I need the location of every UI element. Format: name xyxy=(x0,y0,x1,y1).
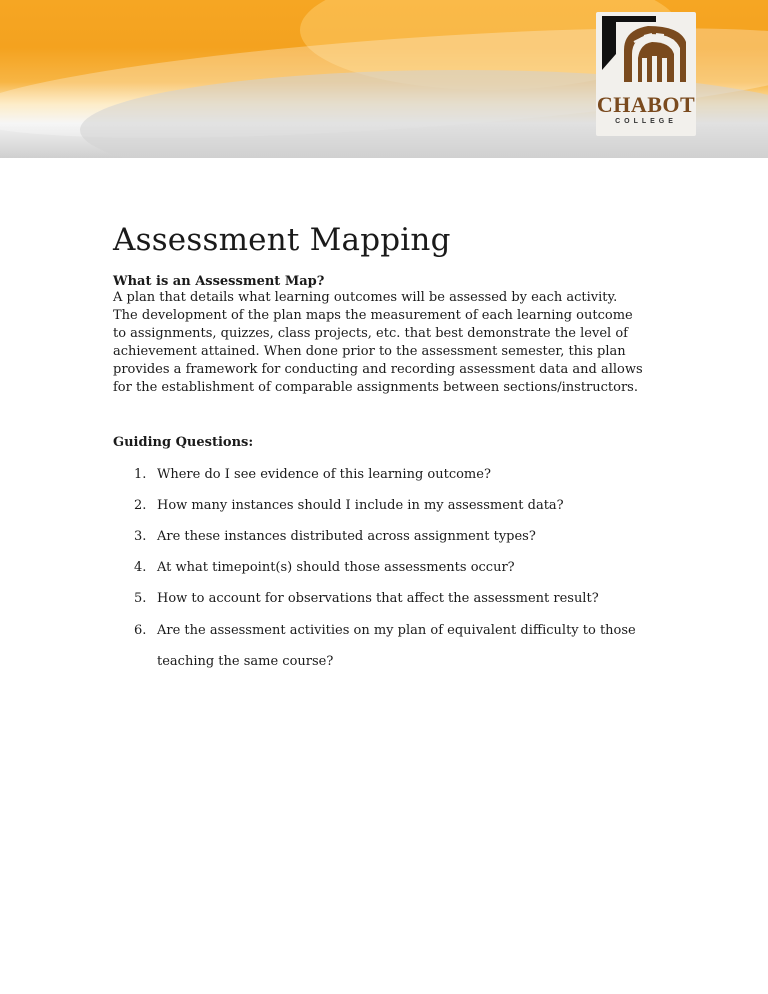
list-item-text: Are the assessment activities on my plan of equivalent difficulty to those teaching the same course? xyxy=(157,623,636,669)
list-item-text: At what timepoint(s) should those assessments occur? xyxy=(157,560,515,575)
logo-subtitle: COLLEGE xyxy=(615,118,677,125)
list-item-text: How to account for observations that affect the assessment result? xyxy=(157,591,599,606)
list-item-text: Are these instances distributed across assignment types? xyxy=(157,529,536,544)
list-item-text: Where do I see evidence of this learning outcome? xyxy=(157,467,491,482)
list-item xyxy=(134,615,653,677)
definition-paragraph: A plan that details what learning outcomes will be assessed by each activity. xyxy=(113,290,618,305)
list-item xyxy=(134,559,653,577)
list-number: 6. xyxy=(134,623,147,638)
list-item xyxy=(134,528,653,546)
list-item xyxy=(134,497,653,515)
list-number: 4. xyxy=(134,560,147,575)
section-heading: What is an Assessment Map? xyxy=(113,274,325,289)
logo-wordmark: CHABOT xyxy=(596,92,696,117)
list-number: 1. xyxy=(134,467,147,482)
list-number: 2. xyxy=(134,498,147,513)
college-logo xyxy=(596,12,696,136)
list-number: 3. xyxy=(134,529,147,544)
list-item-text: How many instances should I include in my assessment data? xyxy=(157,498,564,513)
document-body xyxy=(113,222,653,690)
description-paragraph: The development of the plan maps the measurement of each learning outcome to assignments, quizzes, class projects, etc. that best demonstrate the level of achievement attained. When done prior to the assessment semester, this plan provides a framework for conducting and recording assessment data and allows for the establishment of comparable assignments between sections/instructors. xyxy=(113,308,643,395)
list-item xyxy=(134,590,653,608)
list-item xyxy=(134,466,653,484)
questions-list xyxy=(113,466,653,677)
guiding-questions-heading: Guiding Questions: xyxy=(113,435,254,450)
building-arch-icon xyxy=(596,12,696,92)
header-banner xyxy=(0,0,768,158)
list-number: 5. xyxy=(134,591,147,606)
page-title: Assessment Mapping xyxy=(113,222,451,258)
